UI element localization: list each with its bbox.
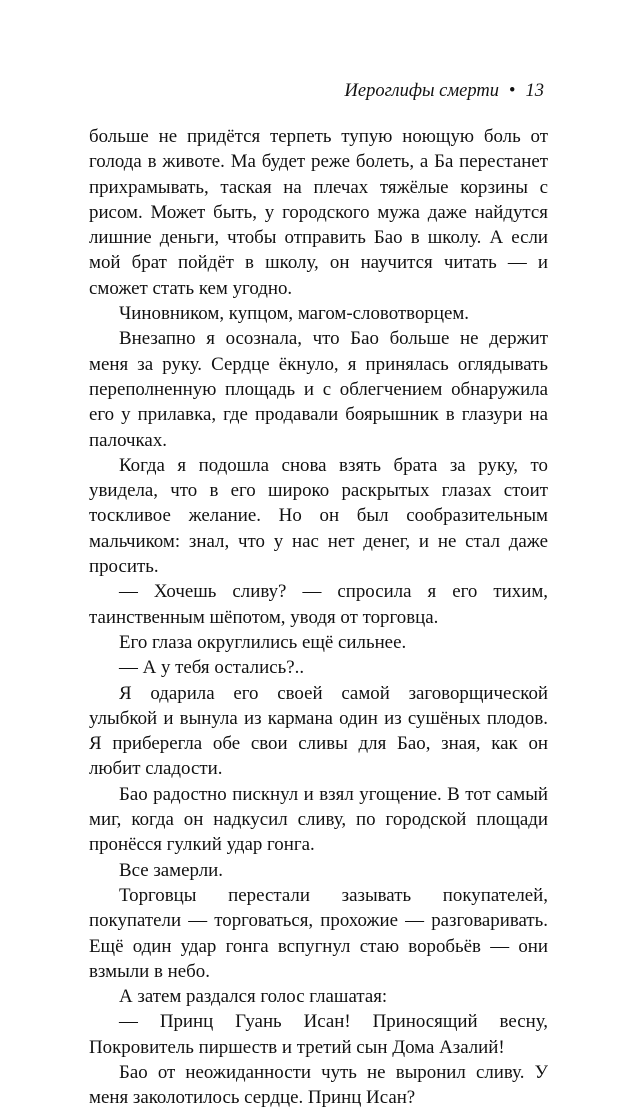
book-title: Иероглифы смерти	[344, 81, 500, 101]
paragraph: — А у тебя остались?..	[119, 657, 305, 679]
paragraph: Внезапно я осознала, что Бао больше не держит меня за руку. Сердце ёкнуло, я принялась оглядывать переполненную площадь и с облегчением обнаружила его у прилавка, где продавали боярышник в глазури на палочках.	[89, 328, 548, 451]
paragraph: А затем раздался голос глашатая:	[119, 986, 388, 1008]
paragraph: Торговцы перестали зазывать покупателей, покупатели — торговаться, прохожие — разговаривать. Ещё один удар гонга вспугнул стаю воробьёв — они взмыли в небо.	[89, 884, 548, 982]
page-number: 13	[525, 81, 544, 101]
paragraph: — Хочешь сливу? — спросила я его тихим, таинственным шёпотом, уводя от торговца.	[89, 581, 548, 628]
paragraph: Бао радостно пискнул и взял угощение. В тот самый миг, когда он надкусил сливу, по городской площади пронёсся гулкий удар гонга.	[89, 783, 548, 856]
paragraph: Я одарила его своей самой заговорщической улыбкой и вынула из кармана один из сушёных плодов. Я приберегла обе свои сливы для Бао, зная, как он любит сладости.	[89, 682, 548, 780]
paragraph: больше не придётся терпеть тупую ноющую боль от голода в животе. Ма будет реже болеть, а Ба перестанет прихрамывать, таская на плечах тяжёлые корзины с рисом. Может быть, у городского мужа даже найдутся лишние деньги, чтобы отправить Бао в школу. А если мой брат пойдёт в школу, он научится читать — и сможет стать кем угодно.	[89, 126, 548, 299]
body-text	[89, 124, 548, 1111]
paragraph: — Принц Гуань Исан! Приносящий весну, Покровитель пиршеств и третий сын Дома Азалий!	[89, 1011, 548, 1058]
paragraph: Его глаза округлились ещё сильнее.	[119, 631, 407, 653]
header-separator: •	[509, 81, 516, 101]
paragraph: Чиновником, купцом, магом-словотворцем.	[119, 303, 470, 325]
paragraph: Бао от неожиданности чуть не выронил сливу. У меня заколотилось сердце. Принц Исан?	[89, 1061, 548, 1109]
paragraph: Когда я подошла снова взять брата за руку, то увидела, что в его широко раскрытых глазах стоит тоскливое желание. Но он был сообразительным мальчиком: знал, что у нас нет денег, и не стал даже просить.	[89, 454, 548, 578]
paragraph: Все замерли.	[119, 859, 223, 881]
running-header	[345, 80, 544, 102]
